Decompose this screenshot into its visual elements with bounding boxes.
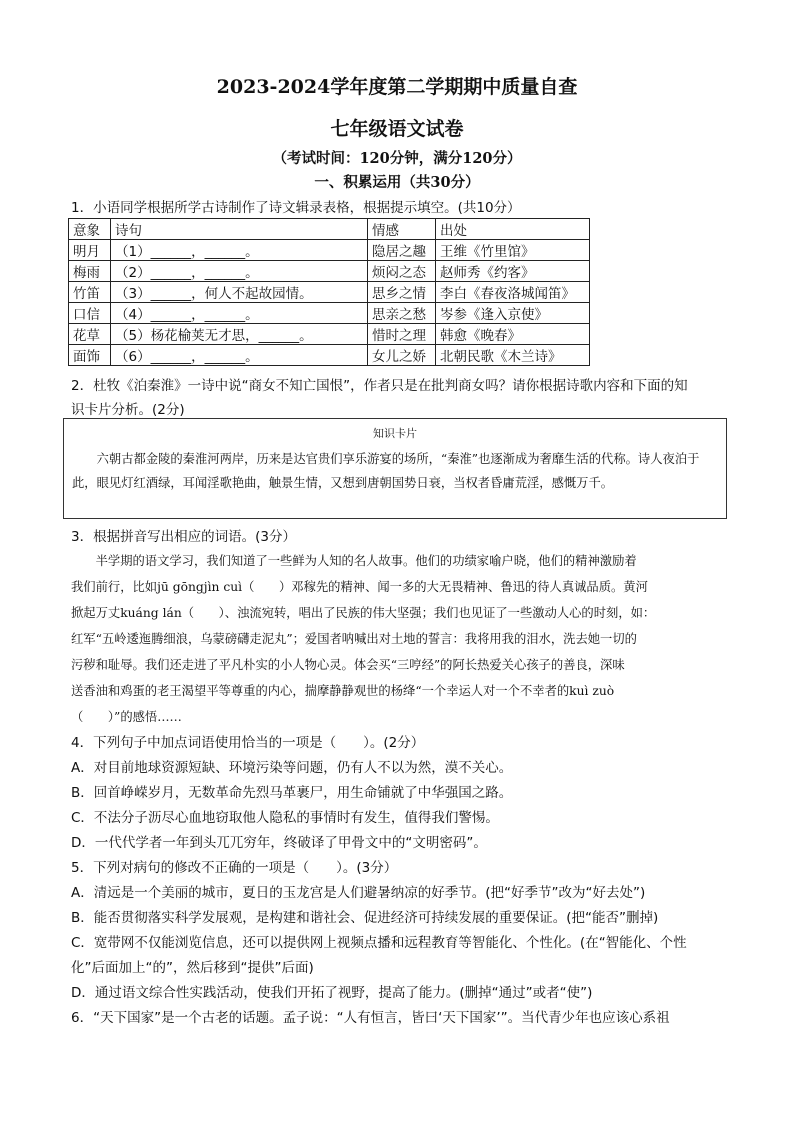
table-cell: 北朝民歌《木兰诗》 — [436, 345, 590, 366]
table-row — [69, 261, 590, 282]
option-c: C．宽带网不仅能浏览信息，还可以提供网上视频点播和远程教育等智能化、个性化。(在“智能化、个性 — [71, 935, 687, 951]
question-4-stem: 4．下列句子中加点词语使用恰当的一项是（ ）。(2分） — [71, 735, 425, 751]
passage-line: 送香油和鸡蛋的老王渴望平等尊重的内心，揣摩静静观世的杨绛“一个幸运人对一个不幸者的kuì zuò — [71, 684, 615, 698]
knowledge-card — [63, 418, 727, 519]
table-cell: 王维《竹里馆》 — [436, 240, 590, 261]
option-a: A．清远是一个美丽的城市，夏日的玉龙宫是人们避暑纳凉的好季节。(把“好季节”改为“好去处”) — [71, 885, 646, 901]
table-cell: 隐居之趣 — [368, 240, 436, 261]
passage-line: 污秽和耻辱。我们还走进了平凡朴实的小人物心灵。体会买“三哼经”的阿长热爱关心孩子的善良，深味 — [71, 658, 625, 672]
table-cell: 思亲之愁 — [368, 303, 436, 324]
passage-line: 掀起万丈kuáng lán（ ）、浊流宛转，唱出了民族的伟大坚强；我们也见证了一些激动人心的时刻，如： — [71, 606, 656, 620]
table-cell: 明月 — [69, 240, 111, 261]
passage-line: （ ）”的感悟…… — [71, 710, 182, 724]
question-5-stem: 5．下列对病句的修改不正确的一项是（ ）。(3分） — [71, 860, 398, 876]
passage-line: 半学期的语文学习，我们知道了一些鲜为人知的名人故事。他们的功绩家喻户晓，他们的精神激励着 — [71, 554, 637, 568]
table-row — [69, 345, 590, 366]
exam-subtitle: 七年级语文试卷 — [330, 118, 464, 140]
passage-line: 我们前行，比如jū gōngjìn cuì（ ）邓稼先的精神、闻一多的大无畏精神、鲁迅的待人真诚品质。黄河 — [71, 580, 648, 594]
table-cell: （2）______，______。 — [111, 261, 368, 282]
table-cell: 惜时之理 — [368, 324, 436, 345]
table-cell: 岑参《逢入京使》 — [436, 303, 590, 324]
option-b: B．能否贯彻落实科学发展观，是构建和谐社会、促进经济可持续发展的重要保证。(把“能否”删掉) — [71, 910, 659, 926]
table-cell: 赵师秀《约客》 — [436, 261, 590, 282]
option-c-cont: 化”后面加上“的”，然后移到“提供”后面) — [71, 960, 314, 976]
option-d: D．通过语文综合性实践活动，使我们开拓了视野，提高了能力。(删掉“通过”或者“使”) — [71, 985, 593, 1001]
option-b: B．回首峥嵘岁月，无数革命先烈马革裹尸，用生命铺就了中华强国之路。 — [71, 785, 513, 801]
table-cell: 梅雨 — [69, 261, 111, 282]
table-cell: （1）______，______。 — [111, 240, 368, 261]
option-d: D．一代代学者一年到头兀兀穷年，终破译了甲骨文中的“文明密码”。 — [71, 835, 487, 851]
table-cell: 李白《春夜洛城闻笛》 — [436, 282, 590, 303]
section-heading: 一、积累运用（共30分） — [314, 174, 480, 191]
table-cell: 口信 — [69, 303, 111, 324]
question-2-stem: 2．杜牧《泊秦淮》一诗中说“商女不知亡国恨”，作者只是在批判商女吗？请你根据诗歌内容和下面的知 — [71, 378, 688, 394]
table-cell: （3）______，何人不起故园情。 — [111, 282, 368, 303]
option-a: A．对目前地球资源短缺、环境污染等问题，仍有人不以为然，漠不关心。 — [71, 760, 513, 776]
exam-title: 2023-2024学年度第二学期期中质量自查 — [216, 76, 578, 98]
table-row — [69, 282, 590, 303]
table-cell: 女儿之娇 — [368, 345, 436, 366]
table-header: 情感 — [368, 219, 436, 240]
table-header: 诗句 — [111, 219, 368, 240]
table-cell: 面饰 — [69, 345, 111, 366]
table-header-row — [69, 219, 590, 240]
question-3-stem: 3．根据拼音写出相应的词语。(3分） — [71, 529, 296, 545]
table-cell: （5）杨花榆荚无才思，______。 — [111, 324, 368, 345]
table-header: 出处 — [436, 219, 590, 240]
question-1-stem: 1．小语同学根据所学古诗制作了诗文辑录表格，根据提示填空。(共10分） — [71, 200, 521, 216]
table-row — [69, 240, 590, 261]
knowledge-card-text: 六朝古都金陵的秦淮河两岸，历来是达官贵们享乐游宴的场所，“秦淮”也逐渐成为奢靡生活的代称。诗人夜泊于此，眼见灯红酒绿，耳闻淫歌艳曲，触景生情，又想到唐朝国势日衰，当权者昏庸荒淫，感慨万千。 — [72, 452, 700, 490]
question-2-stem-cont: 识卡片分析。(2分) — [71, 402, 185, 418]
table-header: 意象 — [69, 219, 111, 240]
table-cell: 竹笛 — [69, 282, 111, 303]
table-cell: 烦闷之态 — [368, 261, 436, 282]
question-6-stem: 6．“天下国家”是一个古老的话题。孟子说：“人有恒言，皆曰‘天下国家’”。当代青少年也应该心系祖 — [71, 1010, 670, 1026]
table-cell: （6）______，______。 — [111, 345, 368, 366]
passage-line: 红军“五岭逶迤腾细浪，乌蒙磅礴走泥丸”；爱国者呐喊出对土地的誓言：我将用我的泪水，洗去她一切的 — [71, 632, 637, 646]
option-c: C．不法分子沥尽心血地窃取他人隐私的事情时有发生，值得我们警惕。 — [71, 810, 499, 826]
knowledge-card-title: 知识卡片 — [373, 427, 417, 440]
table-cell: （4）______，______。 — [111, 303, 368, 324]
table-row — [69, 303, 590, 324]
table-cell: 韩愈《晚春》 — [436, 324, 590, 345]
exam-info: （考试时间：120分钟，满分120分） — [272, 150, 522, 167]
table-cell: 花草 — [69, 324, 111, 345]
table-row — [69, 324, 590, 345]
poem-table — [68, 218, 590, 366]
table-cell: 思乡之情 — [368, 282, 436, 303]
